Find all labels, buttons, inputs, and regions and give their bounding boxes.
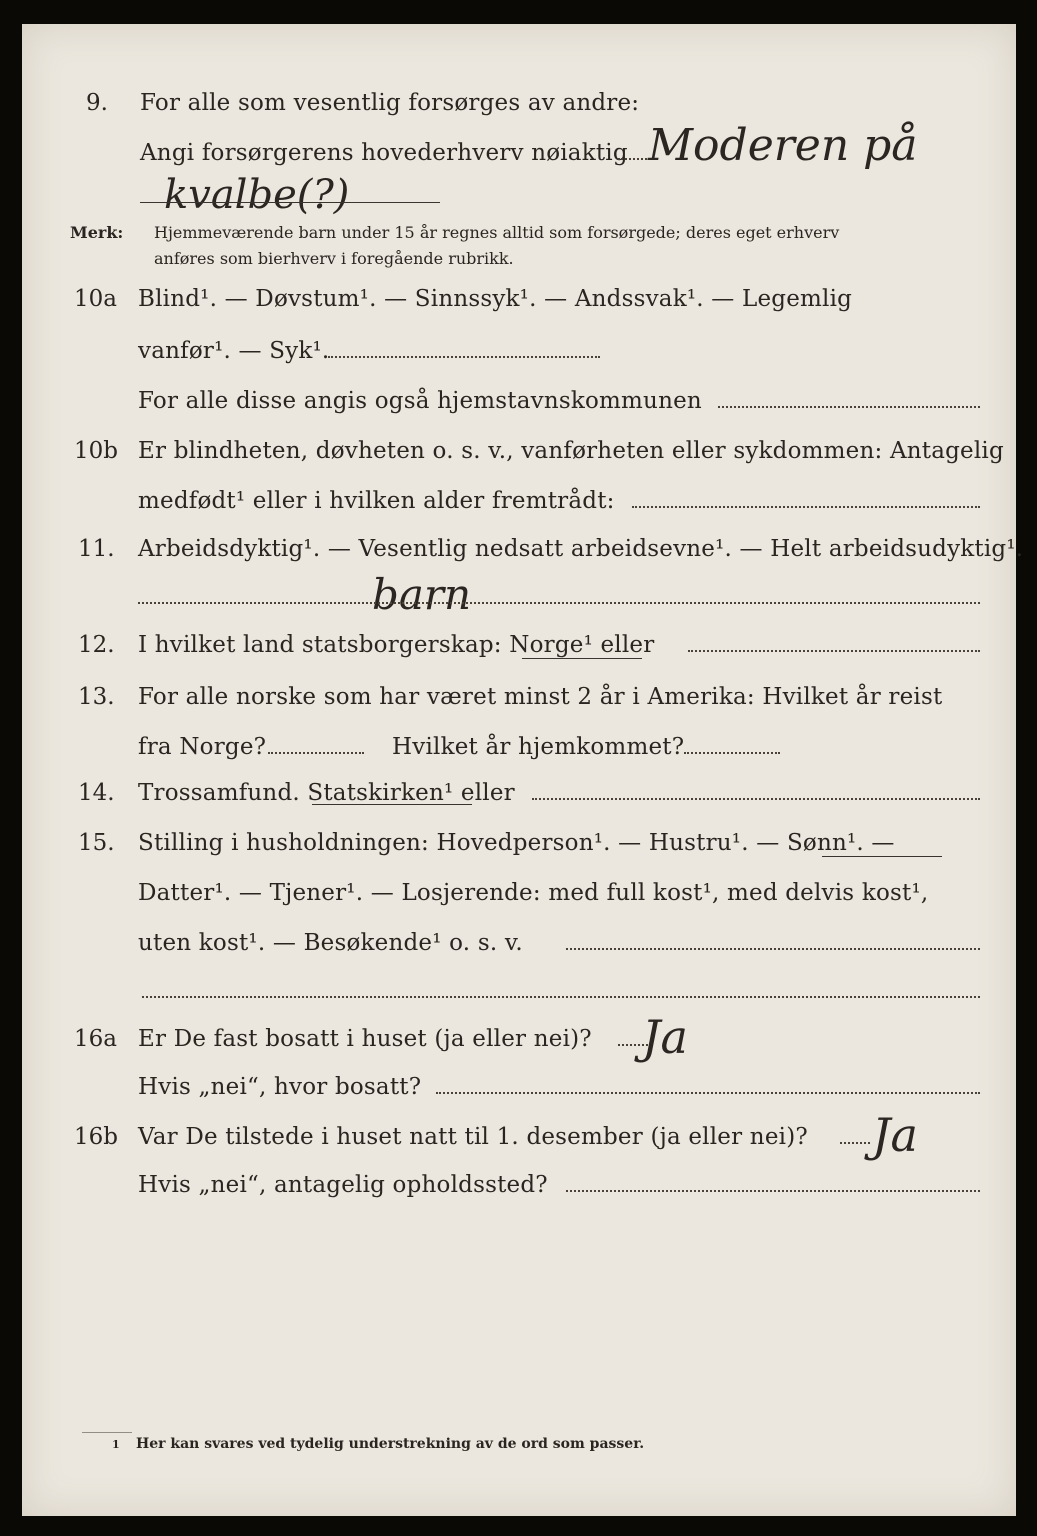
q15-sonn-underline (822, 856, 942, 857)
q15-dotted-line (566, 948, 980, 950)
q10b-dotted-line (632, 506, 980, 508)
q16a-line2: Hvis „nei“, hvor bosatt? (138, 1074, 422, 1100)
q9-number: 9. (86, 90, 108, 116)
q12-dotted-line (688, 650, 980, 652)
q15-line1: Stilling i husholdningen: Hovedperson¹. — Hustru¹. — Sønn¹. — (138, 830, 895, 856)
q13-hjemkommet-dotted-line (684, 752, 780, 754)
footnote-mark: 1 (112, 1438, 120, 1451)
q13-line1: For alle norske som har været minst 2 år i Amerika: Hvilket år reist (138, 684, 943, 710)
q16a-handwritten-answer: Ja (642, 1010, 688, 1064)
q10b-number: 10b (74, 438, 118, 464)
q16a-line1: Er De fast bosatt i huset (ja eller nei)? (138, 1026, 592, 1052)
q9-line1: For alle som vesentlig forsørges av andre: (140, 90, 640, 116)
q16b-dotted-line-2 (566, 1190, 980, 1192)
q11-dotted-line (138, 602, 980, 604)
q16b-line2: Hvis „nei“, antagelig opholdssted? (138, 1172, 548, 1198)
q10a-hjemstavn-dotted-line (718, 406, 980, 408)
merk-line1: Hjemmeværende barn under 15 år regnes alltid som forsørgede; deres eget erhverv (154, 223, 840, 242)
q15-number: 15. (78, 830, 115, 856)
footnote-text: Her kan svares ved tydelig understrekning av de ord som passer. (136, 1436, 645, 1452)
q16b-line1: Var De tilstede i huset natt til 1. desember (ja eller nei)? (138, 1124, 808, 1150)
q15-line2: Datter¹. — Tjener¹. — Losjerende: med full kost¹, med delvis kost¹, (138, 880, 929, 906)
q13-number: 13. (78, 684, 115, 710)
q16b-dotted-line-1 (840, 1142, 870, 1144)
q12-line1: I hvilket land statsborgerskap: Norge¹ eller (138, 632, 655, 658)
q12-norge-underline (522, 658, 642, 659)
merk-line2: anføres som bierhverv i foregående rubrikk. (154, 249, 514, 268)
q13-line2a: fra Norge? (138, 734, 267, 760)
q11-line1: Arbeidsdyktig¹. — Vesentlig nedsatt arbeidsevne¹. — Helt arbeidsudyktig¹. (138, 536, 1024, 562)
q15-line3: uten kost¹. — Besøkende¹ o. s. v. (138, 930, 523, 956)
q13-reist-dotted-line (268, 752, 364, 754)
q11-handwritten-answer: barn (372, 570, 472, 619)
q10b-line1: Er blindheten, døvheten o. s. v., vanførheten eller sykdommen: Antagelig (138, 438, 1004, 464)
q16b-number: 16b (74, 1124, 118, 1150)
q14-statskirken-underline (312, 804, 472, 805)
q14-dotted-line (532, 798, 980, 800)
q16a-dotted-line-2 (436, 1092, 980, 1094)
footnote-rule (82, 1432, 132, 1433)
q14-number: 14. (78, 780, 115, 806)
census-form-page (22, 24, 1024, 1516)
q12-number: 12. (78, 632, 115, 658)
q11-number: 11. (78, 536, 115, 562)
q16b-handwritten-answer: Ja (872, 1108, 918, 1162)
q10a-syk-dotted-line (328, 356, 600, 358)
q9-handwritten-answer-2: kvalbe(?) (164, 172, 350, 218)
merk-label: Merk: (70, 223, 124, 242)
q14-line1: Trossamfund. Statskirken¹ eller (138, 780, 515, 806)
q10a-number: 10a (74, 286, 117, 312)
q10a-line3: For alle disse angis også hjemstavnskommunen (138, 388, 702, 414)
q13-line2b: Hvilket år hjemkommet? (392, 734, 685, 760)
q9-answer-underline (140, 202, 440, 203)
q16a-number: 16a (74, 1026, 117, 1052)
q10b-line2: medfødt¹ eller i hvilken alder fremtrådt: (138, 488, 615, 514)
q9-line2: Angi forsørgerens hovederhverv nøiaktig (140, 140, 628, 166)
q10a-line1: Blind¹. — Døvstum¹. — Sinnssyk¹. — Andssvak¹. — Legemlig (138, 286, 853, 312)
q15-extra-dotted-line (142, 996, 980, 998)
q9-handwritten-answer-1: Moderen på (648, 120, 918, 171)
q10a-line2: vanfør¹. — Syk¹. (138, 338, 330, 364)
